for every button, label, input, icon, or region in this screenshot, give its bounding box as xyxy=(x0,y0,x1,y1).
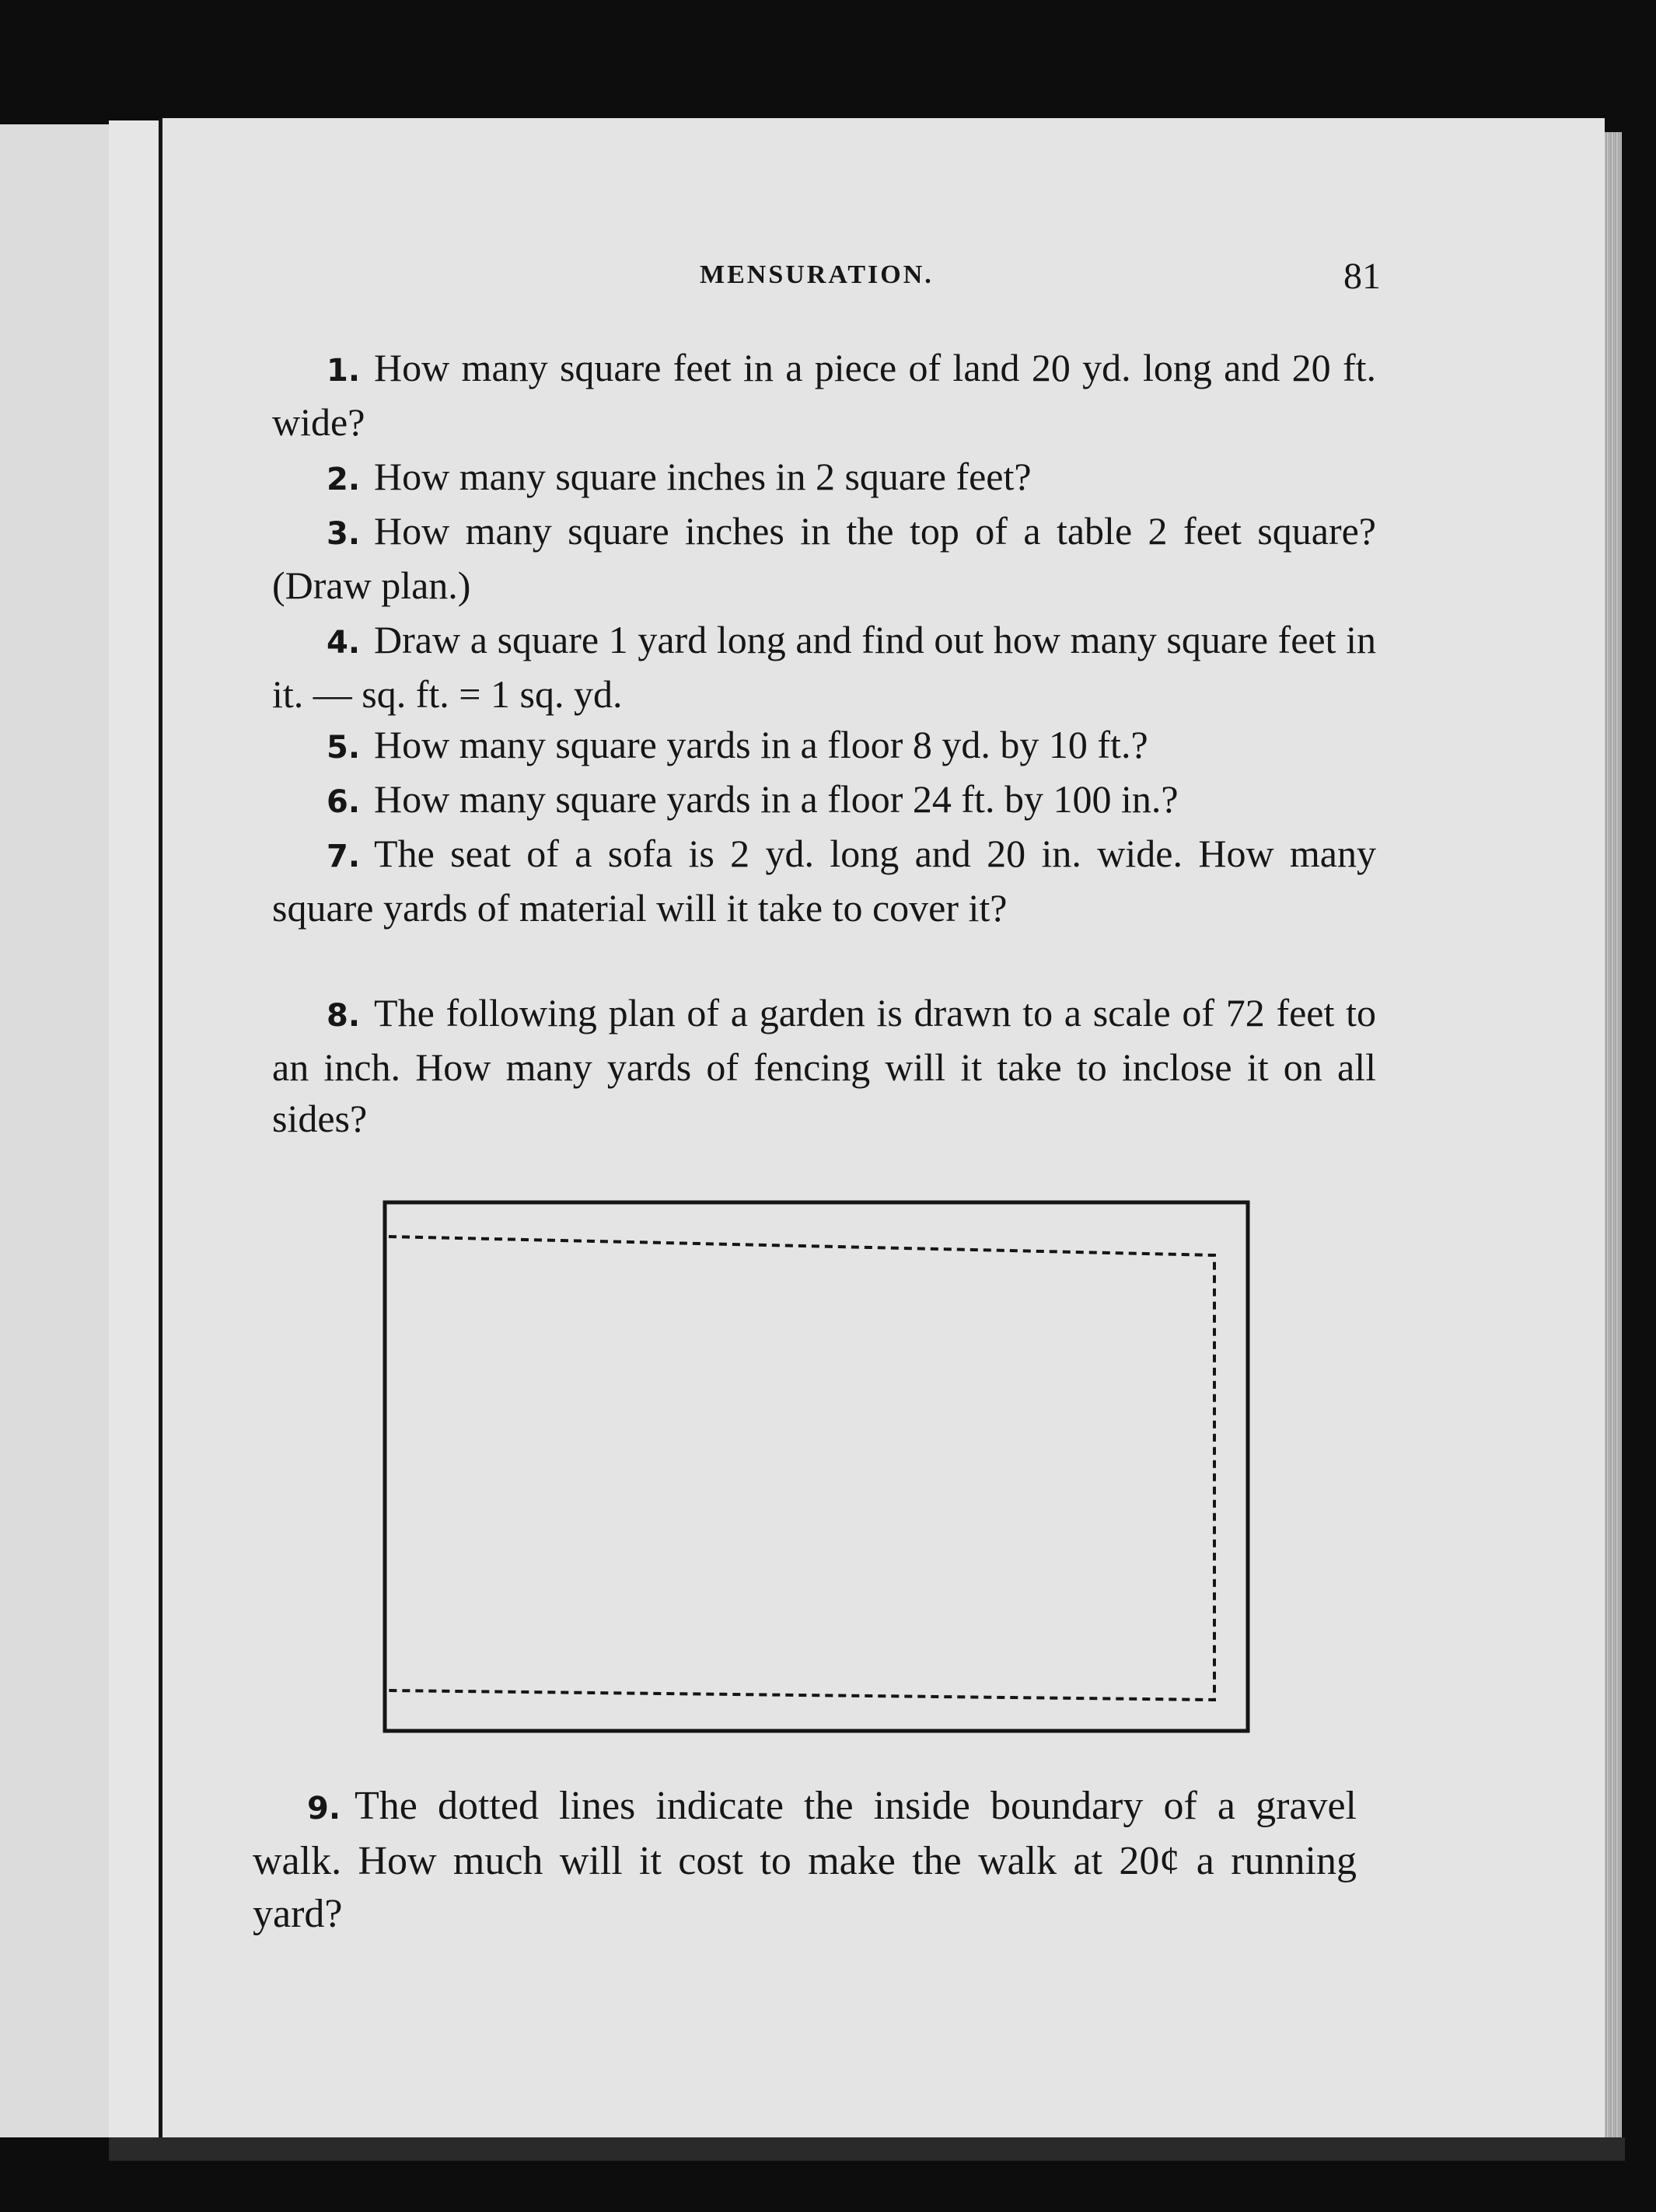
problem-number: 6. xyxy=(327,784,361,820)
problem-text: The seat of a sofa is 2 yd. long and 20 in. wide. How many square yards of material will it take to cover it? xyxy=(272,832,1376,930)
page-bottom-shadow xyxy=(109,2137,1625,2161)
garden-outer-boundary xyxy=(385,1202,1248,1731)
problem-number: 1. xyxy=(327,353,361,389)
problem-number: 8. xyxy=(327,998,361,1034)
problem-number: 5. xyxy=(327,730,361,766)
problem-8 xyxy=(272,987,1376,1144)
problem-text: How many square inches in the top of a table 2 feet square? (Draw plan.) xyxy=(272,509,1376,607)
problem-5 xyxy=(272,719,1376,773)
page-stack-edge xyxy=(1605,132,1622,2153)
problem-text: The following plan of a garden is drawn to a scale of 72 feet to an inch. How many yards of fencing will it take to inclose it on all sides? xyxy=(272,991,1376,1140)
problem-6 xyxy=(272,773,1376,828)
problem-text: Draw a square 1 yard long and find out how many square feet in it. — sq. ft. = 1 sq. yd. xyxy=(272,618,1376,716)
problem-text: How many square yards in a floor 8 yd. by 10 ft.? xyxy=(374,723,1148,766)
problem-number: 2. xyxy=(327,462,361,497)
problem-2 xyxy=(272,451,1376,505)
problem-number: 3. xyxy=(327,516,361,552)
problem-text: How many square yards in a floor 24 ft. by 100 in.? xyxy=(374,777,1179,821)
problem-number: 7. xyxy=(327,839,361,874)
problem-text: How many square inches in 2 square feet? xyxy=(374,455,1032,498)
page-number: 81 xyxy=(1343,256,1381,297)
problem-3 xyxy=(272,505,1376,611)
problem-1 xyxy=(272,342,1376,448)
problem-7 xyxy=(272,828,1376,933)
garden-plan-diagram xyxy=(365,1193,1259,1753)
problem-number: 4. xyxy=(327,625,361,661)
page-gutter xyxy=(109,120,162,2141)
problem-text: How many square feet in a piece of land 20 yd. long and 20 ft. wide? xyxy=(272,346,1376,444)
problem-text: The dotted lines indicate the inside boundary of a gravel walk. How much will it cost to make the walk at 20¢ a running yard? xyxy=(253,1784,1357,1936)
facing-page-edge xyxy=(0,124,112,2137)
gravel-walk-inner-boundary xyxy=(389,1237,1214,1700)
problem-number: 9. xyxy=(307,1791,341,1826)
problem-9 xyxy=(253,1780,1357,1941)
running-head: MENSURATION. xyxy=(700,260,934,289)
problem-4 xyxy=(272,614,1376,720)
